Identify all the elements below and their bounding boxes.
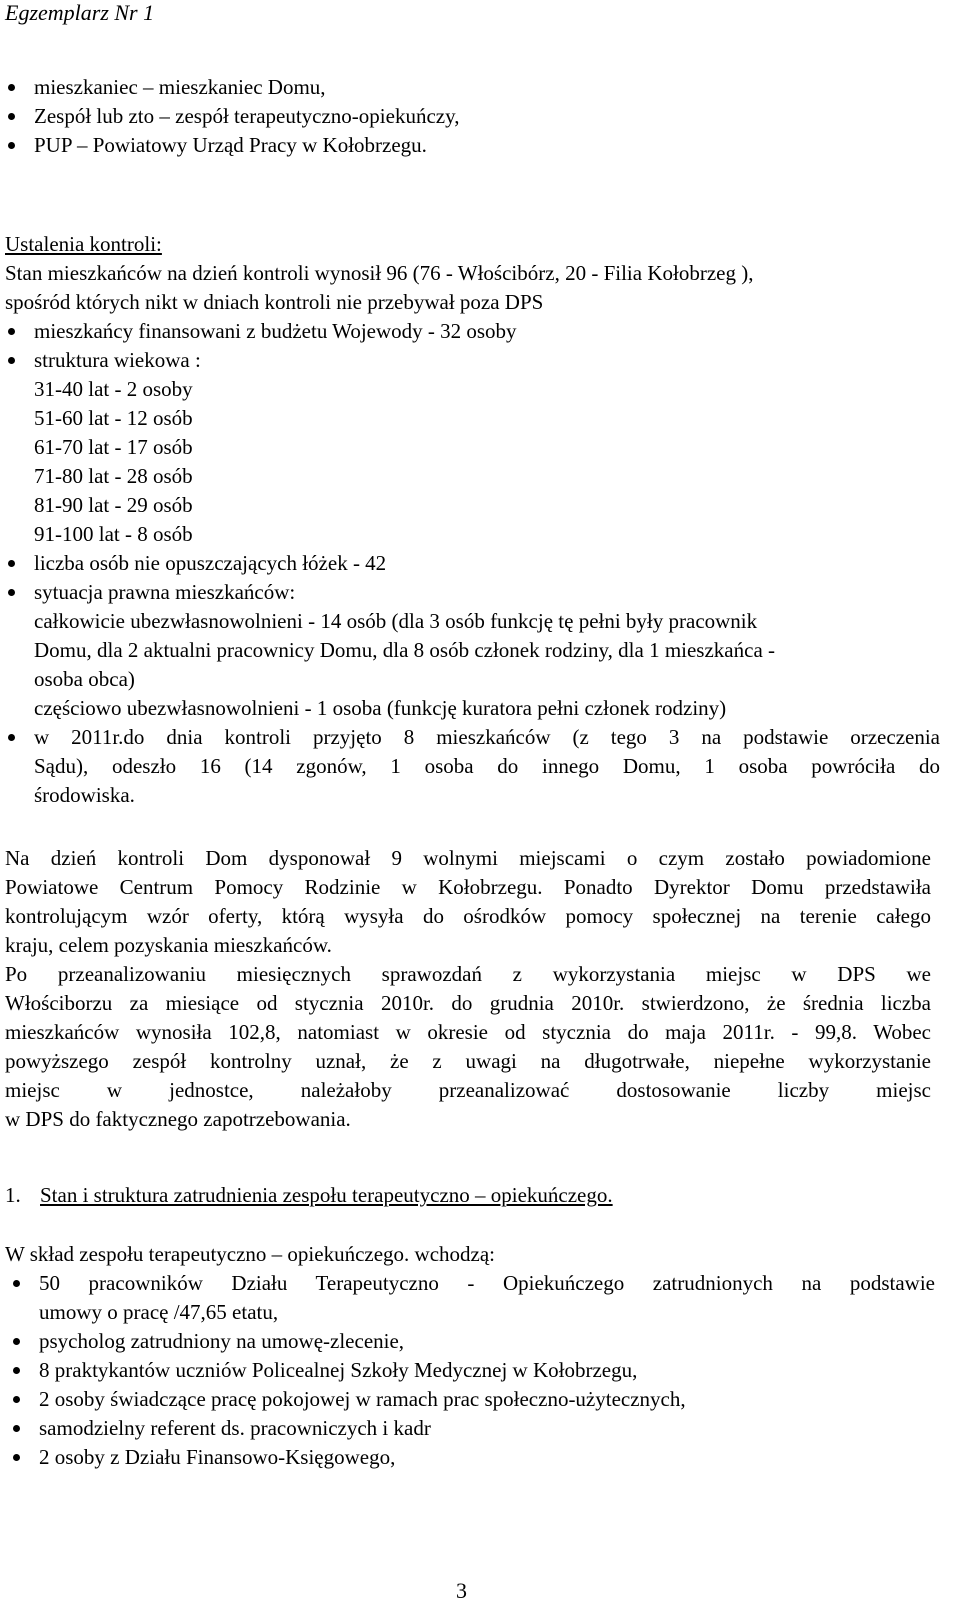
- staff-section: [5, 1240, 935, 1472]
- bullet-icon: [8, 560, 15, 567]
- places-paragraph: Na dzień kontroli Dom dysponował 9 wolnymi miejscami o czym zostało powiadomione Powiatowe Centrum Pomocy Rodzinie w Kołobrzegu. Ponadto Dyrektor Domu przedstawiła kontrolującym wzór oferty, którą wysyła do ośrodków pomocy społecznej na terenie całego kraju, celem pozyskania mieszkańców. Po przeanalizowaniu miesięcznych sprawozdań z wykorzystania miejsc w DPS we Włościborzu za miesiące od stycznia 2010r. do grudnia 2010r. stwierdzono, że średnia liczba mieszkańców wynosiła 102,8, natomiast w okresie od stycznia do maja 2011r. - 99,8. Wobec powyższego zespół kontrolny uznał, że z uwagi na długotrwałe, niepełne wykorzystanie miejsc w jednostce, należałoby przeanalizować dostosowanie liczby miejsc w DPS do faktycznego zapotrzebowania.: [5, 846, 931, 1131]
- findings-section: [5, 230, 940, 810]
- bullet-icon: [13, 1425, 20, 1432]
- list-item: mieszkaniec – mieszkaniec Domu,: [0, 73, 960, 102]
- list-item: 2 osoby świadczące pracę pokojowej w ramach prac społeczno-użytecznych,: [5, 1385, 935, 1414]
- list-item: samodzielny referent ds. pracowniczych i kadr: [5, 1414, 935, 1443]
- legal-status-block: całkowicie ubezwłasnowolnieni - 14 osób (dla 3 osób funkcję tę pełni były pracownik Domu, dla 2 aktualni pracownicy Domu, dla 8 osób członek rodziny, dla 1 mieszkańca - osoba obca) częściowo ubezwłasnowolnieni - 1 osoba (funkcję kuratora pełni członek rodziny): [34, 609, 776, 720]
- findings-intro: Stan mieszkańców na dzień kontroli wynosił 96 (76 - Włościbórz, 20 - Filia Kołobrzeg ),: [5, 261, 754, 285]
- list-item: 50 pracowników Działu Terapeutyczno - Opiekuńczego zatrudnionych na podstawie umowy o pracę /47,65 etatu,: [5, 1269, 935, 1327]
- definitions-list: [0, 73, 960, 160]
- age-row: 91-100 lat - 8 osób: [34, 522, 193, 546]
- age-row: 51-60 lat - 12 osób: [34, 406, 193, 430]
- age-row: 31-40 lat - 2 osoby: [34, 377, 193, 401]
- bullet-icon: [8, 734, 15, 741]
- list-item: sytuacja prawna mieszkańców:: [5, 578, 940, 607]
- age-row: 61-70 lat - 17 osób: [34, 435, 193, 459]
- bullet-icon: [8, 142, 15, 149]
- list-item: liczba osób nie opuszczających łóżek - 42: [5, 549, 940, 578]
- age-structure-list: [5, 375, 940, 549]
- list-item: 2 osoby z Działu Finansowo-Księgowego,: [5, 1443, 935, 1472]
- bullet-icon: [8, 84, 15, 91]
- age-row: 71-80 lat - 28 osób: [34, 464, 193, 488]
- list-item: mieszkańcy finansowani z budżetu Wojewody - 32 osoby: [5, 317, 940, 346]
- bullet-icon: [8, 328, 15, 335]
- section-number: 1.: [5, 1183, 21, 1207]
- list-item: struktura wiekowa :: [5, 346, 940, 375]
- list-item: PUP – Powiatowy Urząd Pracy w Kołobrzegu.: [0, 131, 960, 160]
- staff-intro: W skład zespołu terapeutyczno – opiekuńczego. wchodzą:: [5, 1242, 496, 1266]
- copy-header: Egzemplarz Nr 1: [5, 0, 155, 25]
- findings-heading: Ustalenia kontroli:: [5, 232, 162, 256]
- section-title: Stan i struktura zatrudnienia zespołu terapeutyczno – opiekuńczego.: [40, 1183, 613, 1207]
- bullet-icon: [8, 113, 15, 120]
- list-item: w 2011r.do dnia kontroli przyjęto 8 mieszkańców (z tego 3 na podstawie orzeczenia Sądu), odeszło 16 (14 zgonów, 1 osoba do innego Domu, 1 osoba powróciła do środowiska.: [5, 723, 940, 810]
- list-item: 8 praktykantów uczniów Policealnej Szkoły Medycznej w Kołobrzegu,: [5, 1356, 935, 1385]
- bullet-icon: [13, 1280, 20, 1287]
- bullet-icon: [8, 357, 15, 364]
- section-heading: [5, 1181, 935, 1210]
- findings-intro: spośród których nikt w dniach kontroli nie przebywał poza DPS: [5, 290, 544, 314]
- list-item: Zespół lub zto – zespół terapeutyczno-opiekuńczy,: [0, 102, 960, 131]
- list-item: psycholog zatrudniony na umowę-zlecenie,: [5, 1327, 935, 1356]
- bullet-icon: [13, 1367, 20, 1374]
- bullet-icon: [13, 1454, 20, 1461]
- page-number: 3: [456, 1578, 467, 1603]
- age-row: 81-90 lat - 29 osób: [34, 493, 193, 517]
- bullet-icon: [13, 1338, 20, 1345]
- bullet-icon: [8, 589, 15, 596]
- bullet-icon: [13, 1396, 20, 1403]
